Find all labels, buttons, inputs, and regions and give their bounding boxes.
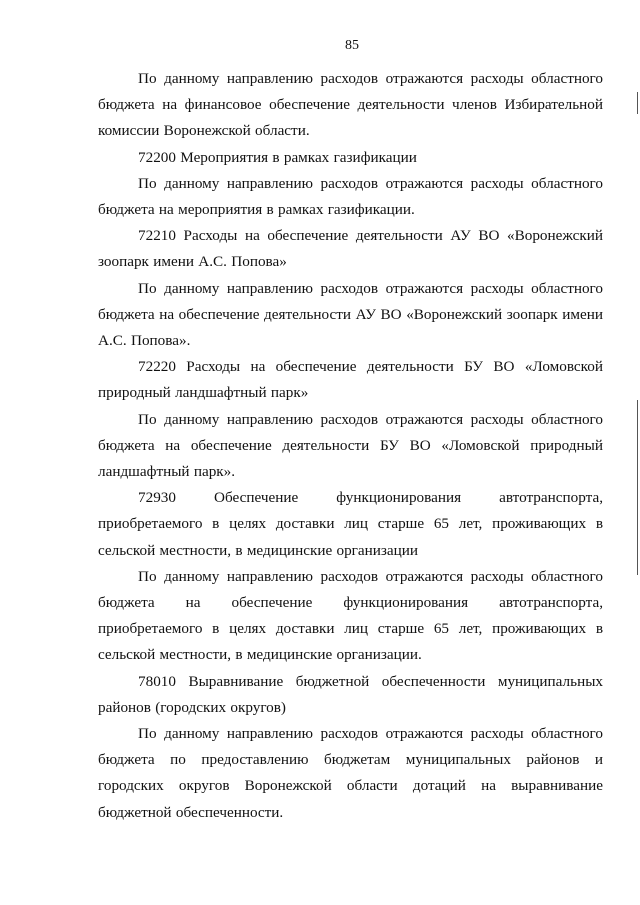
paragraph-72200-description: По данному направлению расходов отражаются расходы областного бюджета на мероприятия в рамках газификации. [98,174,603,219]
paragraph-78010-description: По данному направлению расходов отражаются расходы областного бюджета по предоставлению бюджетам муниципальных районов и городских округов Воронежской области дотаций на выравнивание бюджетной обеспеченности. [98,725,603,821]
document-body [98,66,603,826]
paragraph-72210-description: По данному направлению расходов отражаются расходы областного бюджета на обеспечение деятельности АУ ВО «Воронежский зоопарк имени А.С. Попова». [98,279,603,350]
heading-72210: 72210 Расходы на обеспечение деятельности АУ ВО «Воронежский зоопарк имени А.С. Попова» [98,227,603,271]
heading-72220: 72220 Расходы на обеспечение деятельности БУ ВО «Ломовской природный ландшафтный парк» [98,358,603,402]
paragraph-72100-description: По данному направлению расходов отражаются расходы областного бюджета на финансовое обеспечение деятельности членов Избирательной комиссии Воронежской области. [98,70,603,140]
scan-edge-mark [637,92,638,114]
heading-72930: 72930 Обеспечение функционирования автотранспорта, приобретаемого в целях доставки лиц старше 65 лет, проживающих в сельской местности, в медицинские организации [98,489,603,559]
paragraph-72220-description: По данному направлению расходов отражаются расходы областного бюджета на обеспечение деятельности БУ ВО «Ломовской природный ландшафтный парк». [98,410,603,481]
paragraph-72930-description: По данному направлению расходов отражаются расходы областного бюджета на обеспечение функционирования автотранспорта, приобретаемого в целях доставки лиц старше 65 лет, проживающих в сельской местности, в медицинские организации. [98,567,603,664]
heading-72200: 72200 Мероприятия в рамках газификации [138,148,417,166]
page-number: 85 [345,38,359,53]
heading-78010: 78010 Выравнивание бюджетной обеспеченности муниципальных районов (городских округов) [98,672,603,716]
scan-edge-mark [637,400,638,575]
